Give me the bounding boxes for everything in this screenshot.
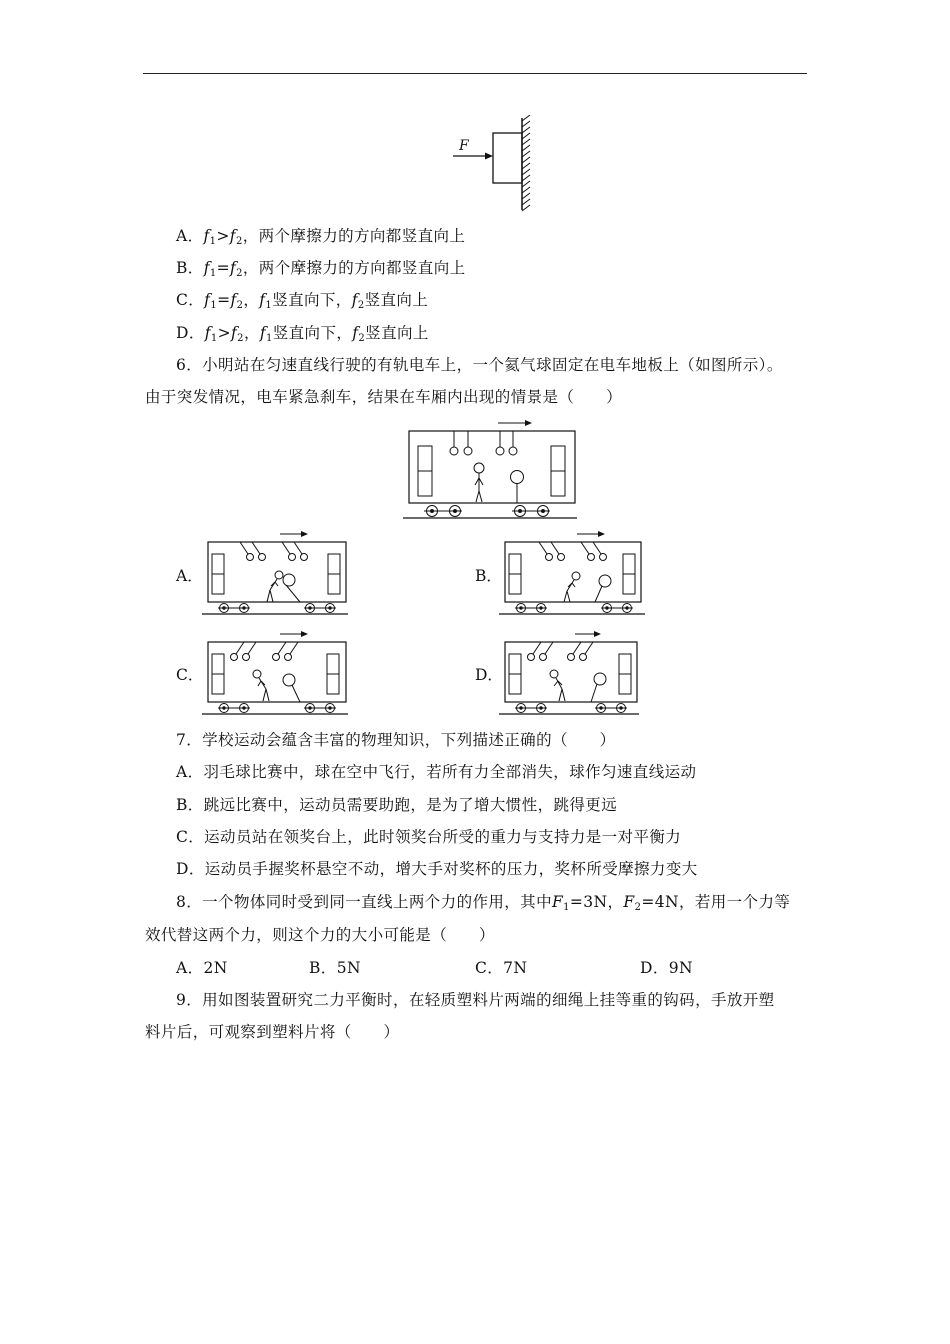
q6-option-b-label[interactable]: B．: [475, 567, 502, 585]
q8-option-a[interactable]: A．2N: [176, 959, 228, 977]
q6-stem-line2: 由于突发情况，电车紧急刹车，结果在车厢内出现的情景是（ ）: [145, 388, 623, 406]
q7-option-b[interactable]: B．跳远比赛中，运动员需要助跑，是为了增大惯性，跳得更远: [176, 796, 618, 814]
q6-option-c-label[interactable]: C．: [176, 666, 204, 684]
q7-option-d[interactable]: D．运动员手握奖杯悬空不动，增大手对奖杯的压力，奖杯所受摩擦力变大: [176, 860, 698, 878]
q5-option-c[interactable]: C．$f_1=f_2$，$f_1$竖直向下，$f_2$竖直向上: [176, 291, 429, 311]
q8-stem-line2: 效代替这两个力，则这个力的大小可能是（ ）: [145, 926, 495, 944]
q9-stem-line2: 料片后，可观察到塑料片将（ ）: [145, 1023, 400, 1041]
q7-option-a[interactable]: A．羽毛球比赛中，球在空中飞行，若所有力全部消失，球作匀速直线运动: [176, 763, 697, 781]
figure-tram-option-d[interactable]: [497, 626, 647, 718]
q6-option-d-label[interactable]: D．: [475, 666, 503, 684]
q5-option-a[interactable]: A．$f_1>f_2$，两个摩擦力的方向都竖直向上: [176, 227, 466, 247]
q8-option-c[interactable]: C．7N: [475, 959, 528, 977]
q8-option-b[interactable]: B．5N: [309, 959, 361, 977]
q5-option-d[interactable]: D．$f_1>f_2$，$f_1$竖直向下，$f_2$竖直向上: [176, 324, 429, 344]
q8-stem-line1: 8．一个物体同时受到同一直线上两个力的作用，其中$F_1=3N$，$F_2=4N$，若用一个力等: [176, 893, 791, 913]
figure-tram-original: [400, 415, 580, 523]
q5-option-b[interactable]: B．$f_1=f_2$，两个摩擦力的方向都竖直向上: [176, 259, 466, 279]
figure-tram-option-a[interactable]: [200, 528, 350, 618]
q8-option-d[interactable]: D．9N: [640, 959, 693, 977]
q6-stem-line1: 6．小明站在匀速直线行驶的有轨电车上，一个氦气球固定在电车地板上（如图所示）。: [176, 356, 783, 374]
q6-option-a-label[interactable]: A．: [176, 567, 203, 585]
figure-block-wall: [450, 115, 540, 215]
force-label: F: [459, 138, 469, 154]
header-rule: [143, 73, 807, 74]
figure-tram-option-c[interactable]: [200, 626, 350, 718]
q9-stem-line1: 9．用如图装置研究二力平衡时，在轻质塑料片两端的细绳上挂等重的钩码，手放开塑: [176, 991, 775, 1009]
figure-tram-option-b[interactable]: [497, 528, 647, 618]
q7-option-c[interactable]: C．运动员站在领奖台上，此时领奖台所受的重力与支持力是一对平衡力: [176, 828, 682, 846]
q7-stem: 7．学校运动会蕴含丰富的物理知识，下列描述正确的（ ）: [176, 731, 616, 749]
